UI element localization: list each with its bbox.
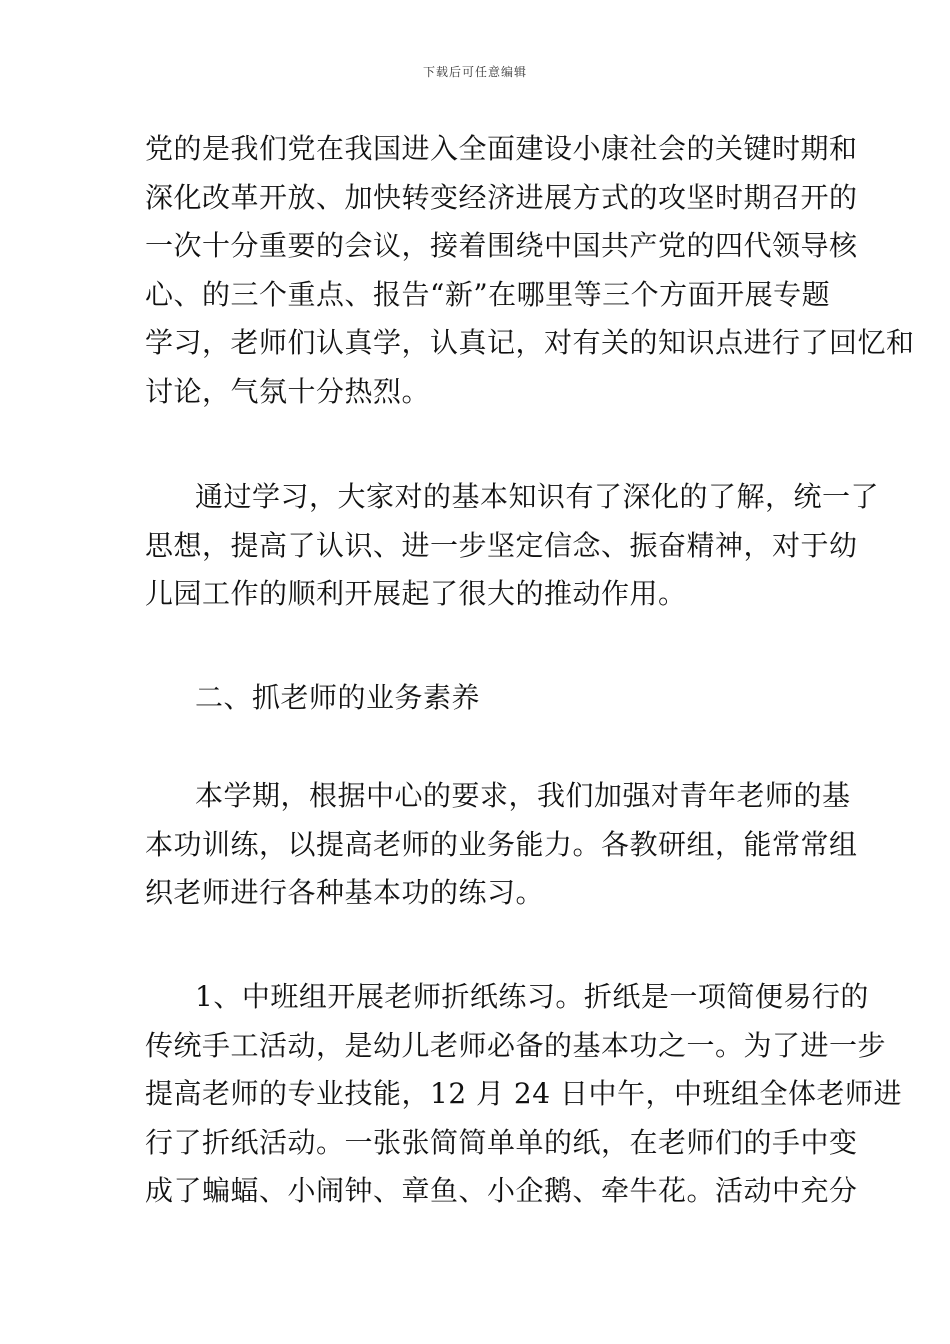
text-line: 织老师进行各种基本功的练习。 [145, 876, 545, 909]
text-line: 学习，老师们认真学，认真记，对有关的知识点进行了回忆和 [145, 326, 915, 359]
text-line: 讨论，气氛十分热烈。 [145, 374, 431, 408]
text-line: 成了蝙蝠、小闹钟、章鱼、小企鹅、牵牛花。活动中充分 [145, 1174, 858, 1207]
text-line: 深化改革开放、加快转变经济进展方式的攻坚时期召开的 [145, 180, 858, 214]
text-line: 本功训练，以提高老师的业务能力。各教研组，能常常组 [145, 827, 858, 861]
text-line: 心、的三个重点、报告“新”在哪里等三个方面开展专题 [145, 277, 831, 311]
paragraph-4 [145, 973, 902, 1216]
text-line: 本学期，根据中心的要求，我们加强对青年老师的基 [195, 779, 851, 812]
paragraph-3 [145, 772, 858, 918]
page-header: 下载后可任意编辑 [422, 65, 527, 79]
text-line: 传统手工活动，是幼儿老师必备的基本功之一。为了进一步 [145, 1028, 887, 1062]
text-line: 1、中班组开展老师折纸练习。折纸是一项简便易行的 [195, 980, 869, 1013]
text-line: 思想，提高了认识、进一步坚定信念、振奋精神，对于幼 [145, 528, 858, 562]
section-heading [145, 674, 810, 723]
text-line: 通过学习，大家对的基本知识有了深化的了解，统一了 [195, 480, 880, 513]
paragraph-1 [145, 125, 915, 416]
heading-text: 二、抓老师的业务素养 [195, 681, 481, 714]
text-line: 党的是我们党在我国进入全面建设小康社会的关键时期和 [145, 132, 858, 165]
paragraph-2 [145, 473, 880, 619]
text-line: 行了折纸活动。一张张简简单单的纸，在老师们的手中变 [145, 1125, 858, 1159]
text-line: 儿园工作的顺利开展起了很大的推动作用。 [145, 577, 687, 610]
text-line: 提高老师的专业技能，12 月 24 日中午，中班组全体老师进 [145, 1077, 902, 1110]
text-line: 一次十分重要的会议，接着围绕中国共产党的四代领导核 [145, 229, 858, 262]
